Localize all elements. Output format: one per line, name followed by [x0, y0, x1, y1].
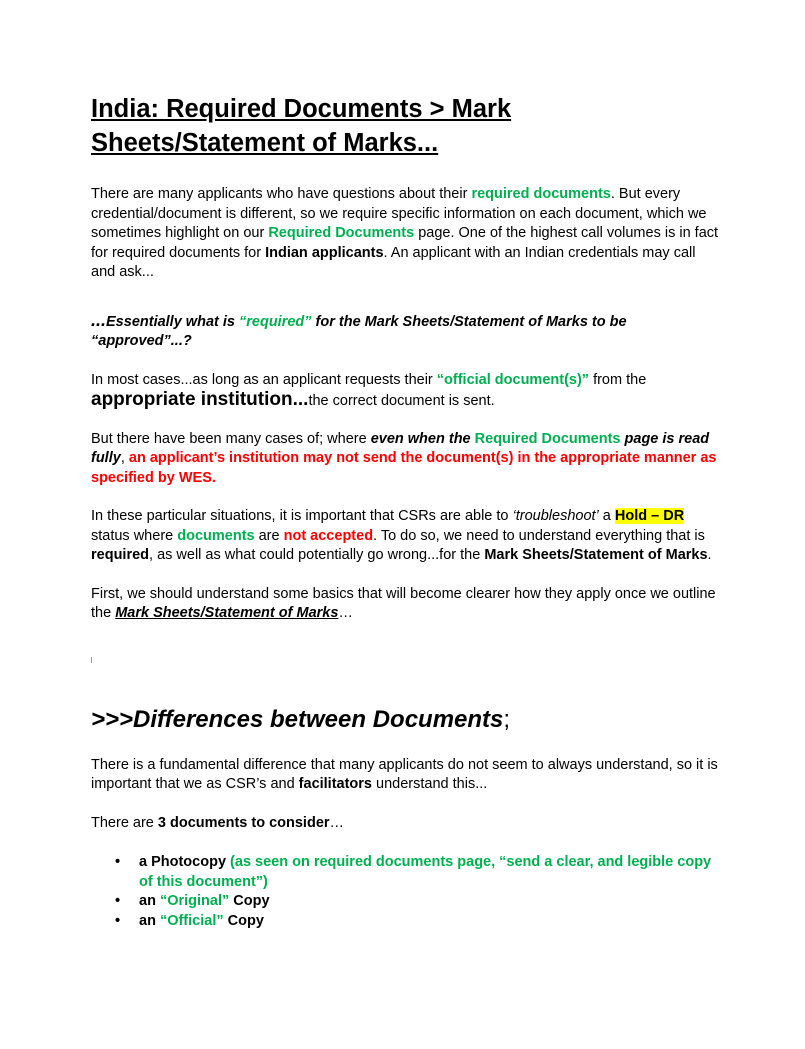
required-quote: “required” [239, 313, 312, 330]
paragraph-cases [91, 430, 721, 489]
title-line-2: Sheets/Statement of Marks... [91, 129, 439, 157]
intro-paragraph [91, 185, 721, 283]
official-suffix: Copy [223, 912, 264, 929]
paragraph-official-documents [91, 371, 721, 412]
bullet-icon: • [115, 893, 121, 909]
mark-sheets-link-text: Mark Sheets/Statement of Marks [115, 605, 339, 621]
intro-text-4: . An applicant with an Indian credentials may call and ask... [91, 244, 696, 280]
mark-sheets-text: Mark Sheets/Statement of Marks [484, 547, 708, 563]
list-item-photocopy [91, 853, 721, 892]
para4-text-4: are [254, 527, 284, 544]
indian-applicants-text: Indian applicants [265, 244, 384, 261]
bullet-icon: • [115, 854, 121, 870]
appropriate-institution-text: appropriate institution... [91, 389, 309, 410]
required-documents-link-text: required documents [471, 186, 611, 202]
question-text-1: Essentially what is [106, 313, 239, 330]
para6-text-1: There is a fundamental difference that many applicants do not seem to always understand, so it is important that we as CSR’s and [91, 756, 718, 792]
document-page [91, 92, 721, 931]
para3-required-documents: Required Documents [474, 430, 621, 447]
facilitators-text: facilitators [298, 776, 373, 792]
intro-text-2: . But every credential/document is different, so we require specific information on each document, which we sometimes highlight on our [91, 186, 707, 241]
documents-list [91, 853, 721, 931]
required-documents-page-text: Required Documents [268, 225, 415, 241]
page-title [91, 92, 721, 160]
paragraph-basics [91, 585, 721, 624]
para4-text-5: . To do so, we need to understand everything that is [373, 527, 705, 544]
list-item-original [91, 892, 721, 912]
para4-text-7: . [707, 547, 712, 563]
para7-text-1: There are [91, 814, 158, 831]
original-prefix: an [139, 893, 160, 909]
para2-text-2: from the [589, 371, 647, 388]
para3-emphasis-2: page is read fully [91, 430, 710, 466]
documents-text: documents [177, 527, 255, 544]
para6-text-2: understand this... [372, 776, 488, 792]
photocopy-note: (as seen on required documents page, “send a clear, and legible copy of this document”) [139, 854, 712, 890]
para4-text-6: , as well as what could potentially go wrong...for the [149, 547, 485, 563]
required-text: required [91, 547, 150, 563]
para3-text-2: , [120, 450, 129, 466]
three-documents-text: 3 documents to consider [157, 814, 330, 831]
text-cursor-mark [91, 657, 92, 663]
para5-text-1: First, we should understand some basics that will become clearer how they apply once we outline the [91, 585, 716, 621]
section-heading-semicolon: ; [503, 705, 511, 733]
para3-emphasis-1: even when the [370, 430, 475, 447]
official-prefix: an [139, 912, 160, 929]
troubleshoot-text: ‘troubleshoot’ [512, 508, 599, 524]
section-heading-text: >>>Differences between Documents [91, 705, 504, 733]
para2-text-3: the correct document is sent. [308, 393, 495, 409]
paragraph-troubleshoot [91, 507, 721, 566]
para3-text-1: But there have been many cases of; where [91, 430, 371, 447]
question-dots: ... [91, 309, 107, 330]
original-suffix: Copy [229, 893, 270, 909]
original-label: “Original” [159, 893, 230, 909]
section-heading-differences [91, 705, 721, 735]
question-text-2: for the Mark Sheets/Statement of Marks to be “approved”...? [91, 313, 627, 349]
para4-text-2: a [598, 508, 615, 524]
hold-dr-badge: Hold – DR [614, 508, 685, 524]
para2-text-1: In most cases...as long as an applicant requests their [91, 371, 437, 388]
para3-warning-text: an applicant’s institution may not send the document(s) in the appropriate manner as specified by WES. [91, 450, 717, 486]
paragraph-three-documents [91, 814, 721, 834]
question-paragraph [91, 311, 721, 352]
para4-text-1: In these particular situations, it is important that CSRs are able to [91, 508, 513, 524]
intro-text-3: page. One of the highest call volumes is in fact for required documents for [91, 225, 719, 261]
intro-text-1: There are many applicants who have questions about their [91, 186, 472, 202]
list-item-official [91, 912, 721, 932]
paragraph-fundamental [91, 756, 721, 795]
photocopy-label: a Photocopy [139, 854, 231, 870]
not-accepted-text: not accepted [283, 527, 374, 544]
bullet-icon: • [115, 912, 121, 929]
official-documents-text: “official document(s)” [436, 371, 590, 388]
para7-text-2: … [329, 814, 345, 831]
official-label: “Official” [159, 912, 224, 929]
title-line-1: India: Required Documents > Mark [91, 95, 512, 123]
para5-text-2: … [338, 605, 353, 621]
para4-text-3: status where [91, 527, 178, 544]
